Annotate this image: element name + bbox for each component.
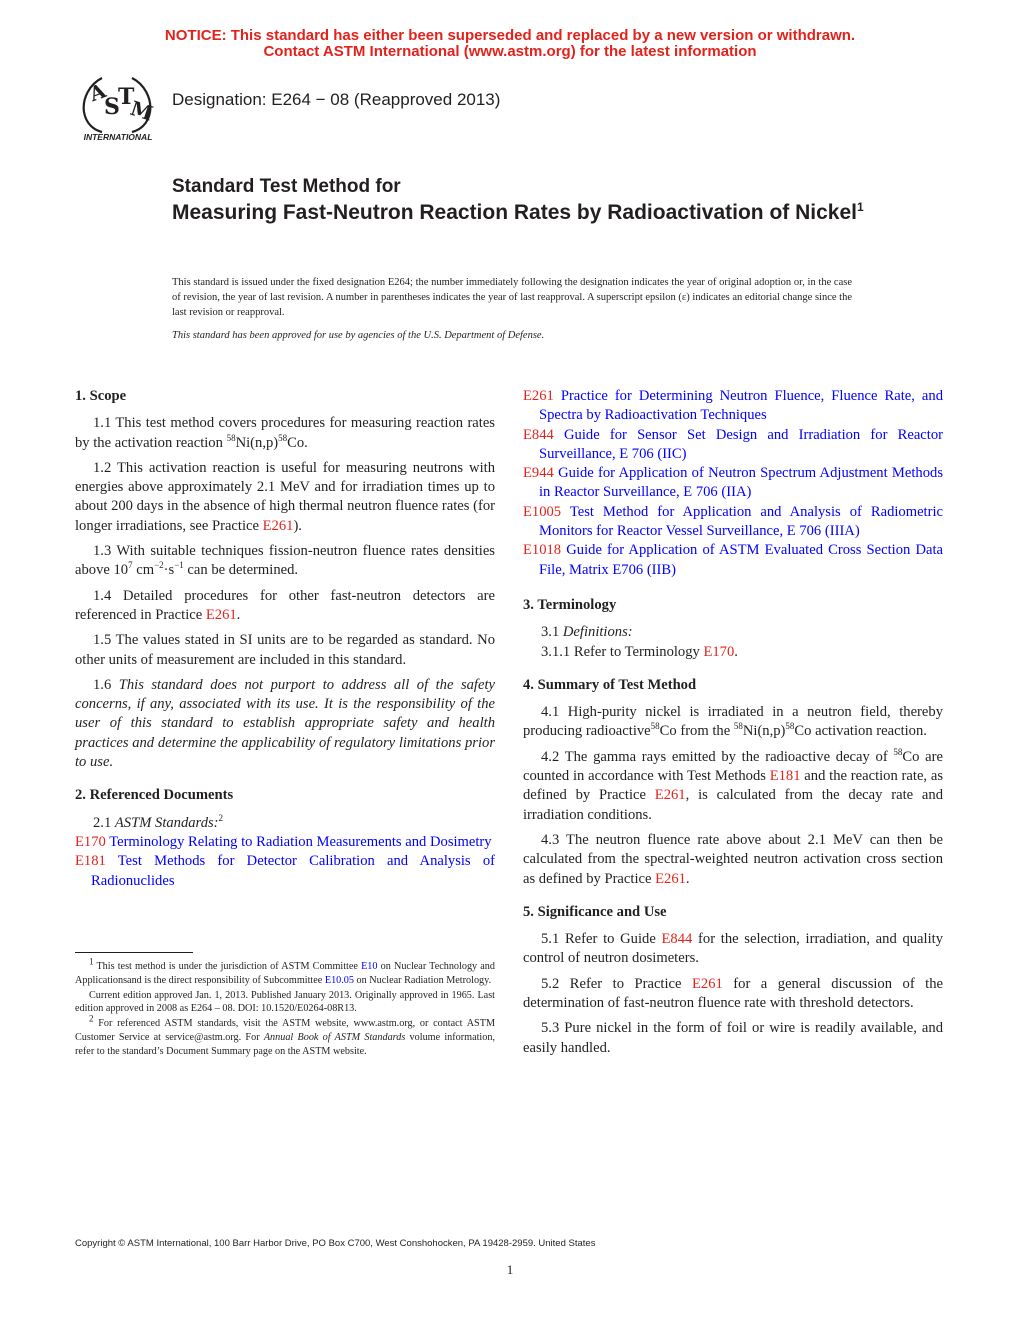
significance-5-3: 5.3 Pure nickel in the form of foil or wire is readily available, and easily handled. xyxy=(523,1020,943,1056)
ref-link-e944[interactable]: E944 xyxy=(523,465,554,482)
withdrawn-notice-line2: Contact ASTM International (www.astm.org) for the latest information xyxy=(263,43,757,60)
summary-4-1: 4.1 High-purity nickel is irradiated in a neutron field, thereby producing radioactive$^{58}$Co from the $^{58}Ni(n,p)^{58}Co$ activation reaction. xyxy=(523,704,943,740)
ref-item-e1018: E1018 Guide for Application of ASTM Evaluated Cross Section Data File, Matrix E706 (IIB) xyxy=(523,542,943,578)
summary-heading: 4. Summary of Test Method xyxy=(523,676,697,693)
referenced-docs-heading: 2. Referenced Documents xyxy=(75,787,234,804)
significance-5-2: 5.2 Refer to Practice E261 for a general discussion of the determination of fast-neutron fluence rate with threshold detectors. xyxy=(523,975,944,1012)
astm-letter-a: A xyxy=(86,78,109,107)
issued-statement: This standard is issued under the fixed designation E264; the number immediately following the designation indicates the year of original adoption or, in the case of revision, the year of last revision. A number in parentheses indicates the year of last reapproval. A superscript epsilon (ε) indicates an editorial change since the last revision or reapproval. xyxy=(172,277,852,318)
page-number: 1 xyxy=(506,1262,514,1277)
ref-item-e844: E844 Guide for Sensor Set Design and Irradiation for Reactor Surveillance, E 706 (IIC) xyxy=(523,426,943,462)
ref-link-e844[interactable]: E844 xyxy=(523,426,554,443)
link-e844[interactable]: E844 xyxy=(661,931,693,948)
link-e261[interactable]: E261 xyxy=(262,517,294,534)
link-e181[interactable]: E181 xyxy=(769,768,801,785)
ref-item-e170: E170 Terminology Relating to Radiation Measurements and Dosimetry xyxy=(75,833,492,850)
summary-4-2: 4.2 The gamma rays emitted by the radioactive decay of $^{58}$Co are counted in accordance with Test Methods E181 and the reaction rate, as defined by Practice E261, is calculated from the decay rate and irradiation conditions. xyxy=(523,746,944,823)
scope-1-6: 1.6 This standard does not purport to address all of the safety concerns, if any, associated with its use. It is the responsibility of the user of this standard to establish appropriate safety and health practices and determine the applicability of regulatory limitations prior to use. xyxy=(75,676,495,771)
link-e261[interactable]: E261 xyxy=(655,870,686,887)
title-footnote-mark: 1 xyxy=(856,200,864,214)
scope-heading: 1. Scope xyxy=(75,388,127,404)
ref-item-e181: E181 Test Methods for Detector Calibration and Analysis of Radionuclides xyxy=(75,853,495,889)
ref-item-e261: E261 Practice for Determining Neutron Fluence, Fluence Rate, and Spectra by Radioactivation Techniques xyxy=(523,388,943,424)
right-column xyxy=(523,387,943,1064)
scope-1-4: 1.4 Detailed procedures for other fast-neutron detectors are referenced in Practice E261. xyxy=(75,587,495,623)
astm-letter-t: T xyxy=(118,84,135,110)
ref-item-e944: E944 Guide for Application of Neutron Spectrum Adjustment Methods in Reactor Surveillance, E 706 (IIA) xyxy=(523,465,943,501)
withdrawn-notice-line1: NOTICE: This standard has either been superseded and replaced by a new version or withdrawn. xyxy=(164,27,856,44)
footnote-2: $^2$ For referenced ASTM standards, visit the ASTM website, www.astm.org, or contact ASTM Customer Service at service@astm.org. For Annual Book of ASTM Standards volume information, refer to the standard’s Document Summary page on the ASTM website. xyxy=(75,1013,495,1057)
footnotes xyxy=(75,956,495,1060)
link-e261[interactable]: E261 xyxy=(654,787,686,804)
terminology-3-1: 3.1 Definitions: xyxy=(541,624,633,641)
summary-4-3: 4.3 The neutron fluence rate above about 2.1 MeV can then be calculated from the spectral-weighted neutron activation cross section as defined by Practice E261. xyxy=(523,831,943,887)
referenced-2-1: 2.1 ASTM Standards:$^2$ xyxy=(93,812,224,831)
ref-item-e1005: E1005 Test Method for Application and Analysis of Radiometric Monitors for Reactor Vessel Surveillance, E 706 (IIIA) xyxy=(523,503,943,540)
footnote-edition: Current edition approved Jan. 1, 2013. Published January 2013. Originally approved in 1965. Last edition approved in 2008 as E264 – 08. DOI: 10.1520/E0264-08R13. xyxy=(75,989,495,1015)
ref-link-e170[interactable]: E170 xyxy=(75,833,106,850)
terminology-3-1-1: 3.1.1 Refer to Terminology E170. xyxy=(541,643,738,660)
link-e10[interactable]: E10 xyxy=(361,961,378,972)
title-main: Measuring Fast-Neutron Reaction Rates by Radioactivation of Nickel xyxy=(172,201,857,224)
footnote-rule xyxy=(75,952,193,953)
ref-link-e261[interactable]: E261 xyxy=(523,388,554,404)
astm-letter-s: S xyxy=(104,94,120,120)
significance-5-1: 5.1 Refer to Guide E844 for the selection, irradiation, and quality control of neutron dosimeters. xyxy=(523,931,943,967)
left-column xyxy=(75,387,495,891)
link-e170[interactable]: E170 xyxy=(703,643,735,660)
ref-link-e1005[interactable]: E1005 xyxy=(523,503,562,520)
scope-1-5: 1.5 The values stated in SI units are to be regarded as standard. No other units of measurement are included in this standard. xyxy=(75,632,495,668)
copyright-line: Copyright © ASTM International, 100 Barr Harbor Drive, PO Box C700, West Conshohocken, PA 19428-2959. United States xyxy=(75,1238,596,1249)
scope-1-1: 1.1 This test method covers procedures for measuring reaction rates by the activation reaction $^{58}Ni(n,p)^{58}Co$. xyxy=(75,415,495,451)
designation: Designation: E264 − 08 (Reapproved 2013) xyxy=(172,90,501,109)
link-e10-05[interactable]: E10.05 xyxy=(324,974,354,986)
astm-logo-caption: INTERNATIONAL xyxy=(83,132,153,142)
title-line1: Standard Test Method for xyxy=(172,176,401,197)
astm-letter-m: M xyxy=(127,95,156,126)
ref-link-e1018[interactable]: E1018 xyxy=(523,542,562,559)
link-e261[interactable]: E261 xyxy=(205,606,237,623)
astm-logo xyxy=(72,72,164,144)
scope-1-3: 1.3 With suitable techniques fission-neutron fluence rates densities above $10^7$ $cm^{-2}\cdot s^{-1}$ can be determined. xyxy=(75,543,495,579)
terminology-heading: 3. Terminology xyxy=(523,596,617,613)
scope-1-2: 1.2 This activation reaction is useful for measuring neutrons with energies above approximately 2.1 MeV and for irradiation times up to about 200 days in the absence of high thermal neutron fluence rates (for longer irradiations, see Practice E261). xyxy=(75,459,495,534)
dod-approval-statement: This standard has been approved for use by agencies of the U.S. Department of Defense. xyxy=(172,330,545,341)
significance-heading: 5. Significance and Use xyxy=(523,903,667,920)
link-e261[interactable]: E261 xyxy=(691,975,723,992)
footnote-1: $^1$ This test method is under the jurisdiction of ASTM Committee E10 on Nuclear Technology and Applicationsand is the direct responsibility of Subcommittee E10.05 on Nuclear Radiation Metrology. xyxy=(75,956,495,986)
ref-link-e181[interactable]: E181 xyxy=(75,853,106,870)
title-line2 xyxy=(172,200,872,225)
